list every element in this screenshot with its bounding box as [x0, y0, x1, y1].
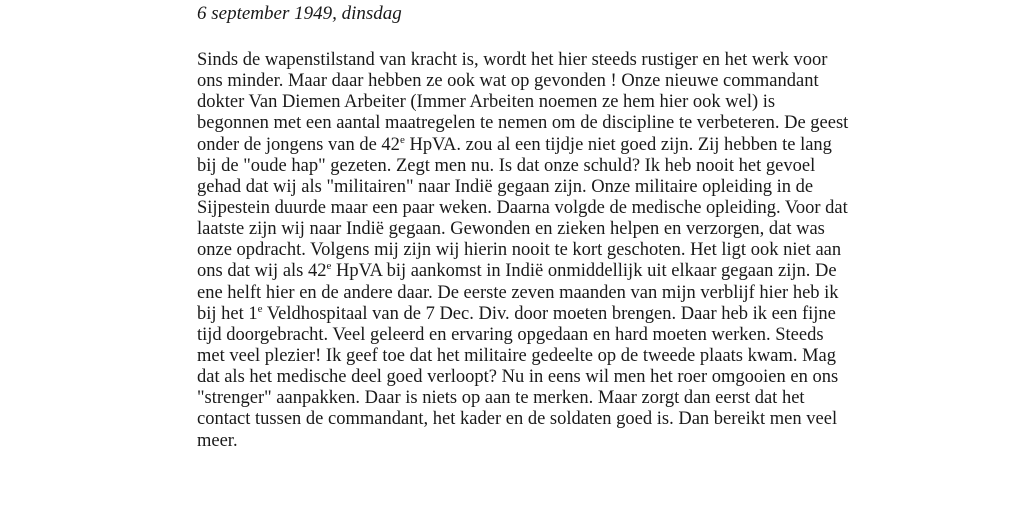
superscript: e [257, 302, 263, 315]
text-line: begonnen met een aantal maatregelen te nemen om de discipline te verbeteren. De geest [197, 113, 849, 134]
text-line: ene helft hier en de andere daar. De eerste zeven maanden van mijn verblijf hier heb ik [197, 282, 839, 303]
text-line: gehad dat wij als "militairen" naar Indië gegaan zijn. Onze militaire opleiding in de [197, 176, 814, 197]
superscript: e [399, 133, 405, 146]
text-line [197, 261, 848, 282]
text-line: met veel plezier! Ik geef toe dat het militaire gedeelte op de tweede plaats kwam. Mag [197, 345, 836, 366]
text-line: laatste zijn wij naar Indië gegaan. Gewonden en zieken helpen en verzorgen, dat was [197, 219, 825, 240]
text-line: ons minder. Maar daar hebben ze ook wat op gevonden ! Onze nieuwe commandant [197, 71, 819, 92]
text-segment: Veldhospitaal van de 7 Dec. Div. door moeten brengen. Daar heb ik een fijne [262, 303, 836, 324]
text-line: tijd doorgebracht. Veel geleerd en ervaring opgedaan en hard moeten werken. Steeds [197, 324, 824, 345]
body-paragraph [197, 50, 848, 452]
entry-date: 6 september 1949, dinsdag [197, 3, 402, 24]
text-segment: HpVA bij aankomst in Indië onmiddellijk uit elkaar gegaan zijn. De [331, 261, 837, 282]
text-line [197, 135, 848, 156]
text-line: dat als het medische deel goed verloopt? Nu in eens wil men het roer omgooien en ons [197, 367, 839, 388]
text-segment: onder de jongens van de 42 [197, 134, 400, 155]
text-line: onze opdracht. Volgens mij zijn wij hierin nooit te kort geschoten. Het ligt ook niet aan [197, 240, 842, 261]
text-line: bij de "oude hap" gezeten. Zegt men nu. Is dat onze schuld? Ik heb nooit het gevoel [197, 155, 816, 176]
text-segment: bij het 1 [197, 303, 258, 324]
text-line: dokter Van Diemen Arbeiter (Immer Arbeiten noemen ze hem hier ook wel) is [197, 92, 776, 113]
text-line: "strenger" aanpakken. Daar is niets op aan te merken. Maar zorgt dan eerst dat het [197, 388, 805, 409]
text-line: contact tussen de commandant, het kader en de soldaten goed is. Dan bereikt men veel [197, 409, 838, 430]
text-line: Sinds de wapenstilstand van kracht is, wordt het hier steeds rustiger en het werk voor [197, 50, 828, 70]
text-line: meer. [197, 430, 238, 451]
text-segment: HpVA. zou al een tijdje niet goed zijn. Zij hebben te lang [404, 134, 832, 155]
text-line: Sijpestein duurde maar een paar weken. Daarna volgde de medische opleiding. Voor dat [197, 197, 848, 218]
text-line [197, 304, 848, 325]
superscript: e [326, 260, 332, 273]
text-segment: ons dat wij als 42 [197, 261, 327, 282]
